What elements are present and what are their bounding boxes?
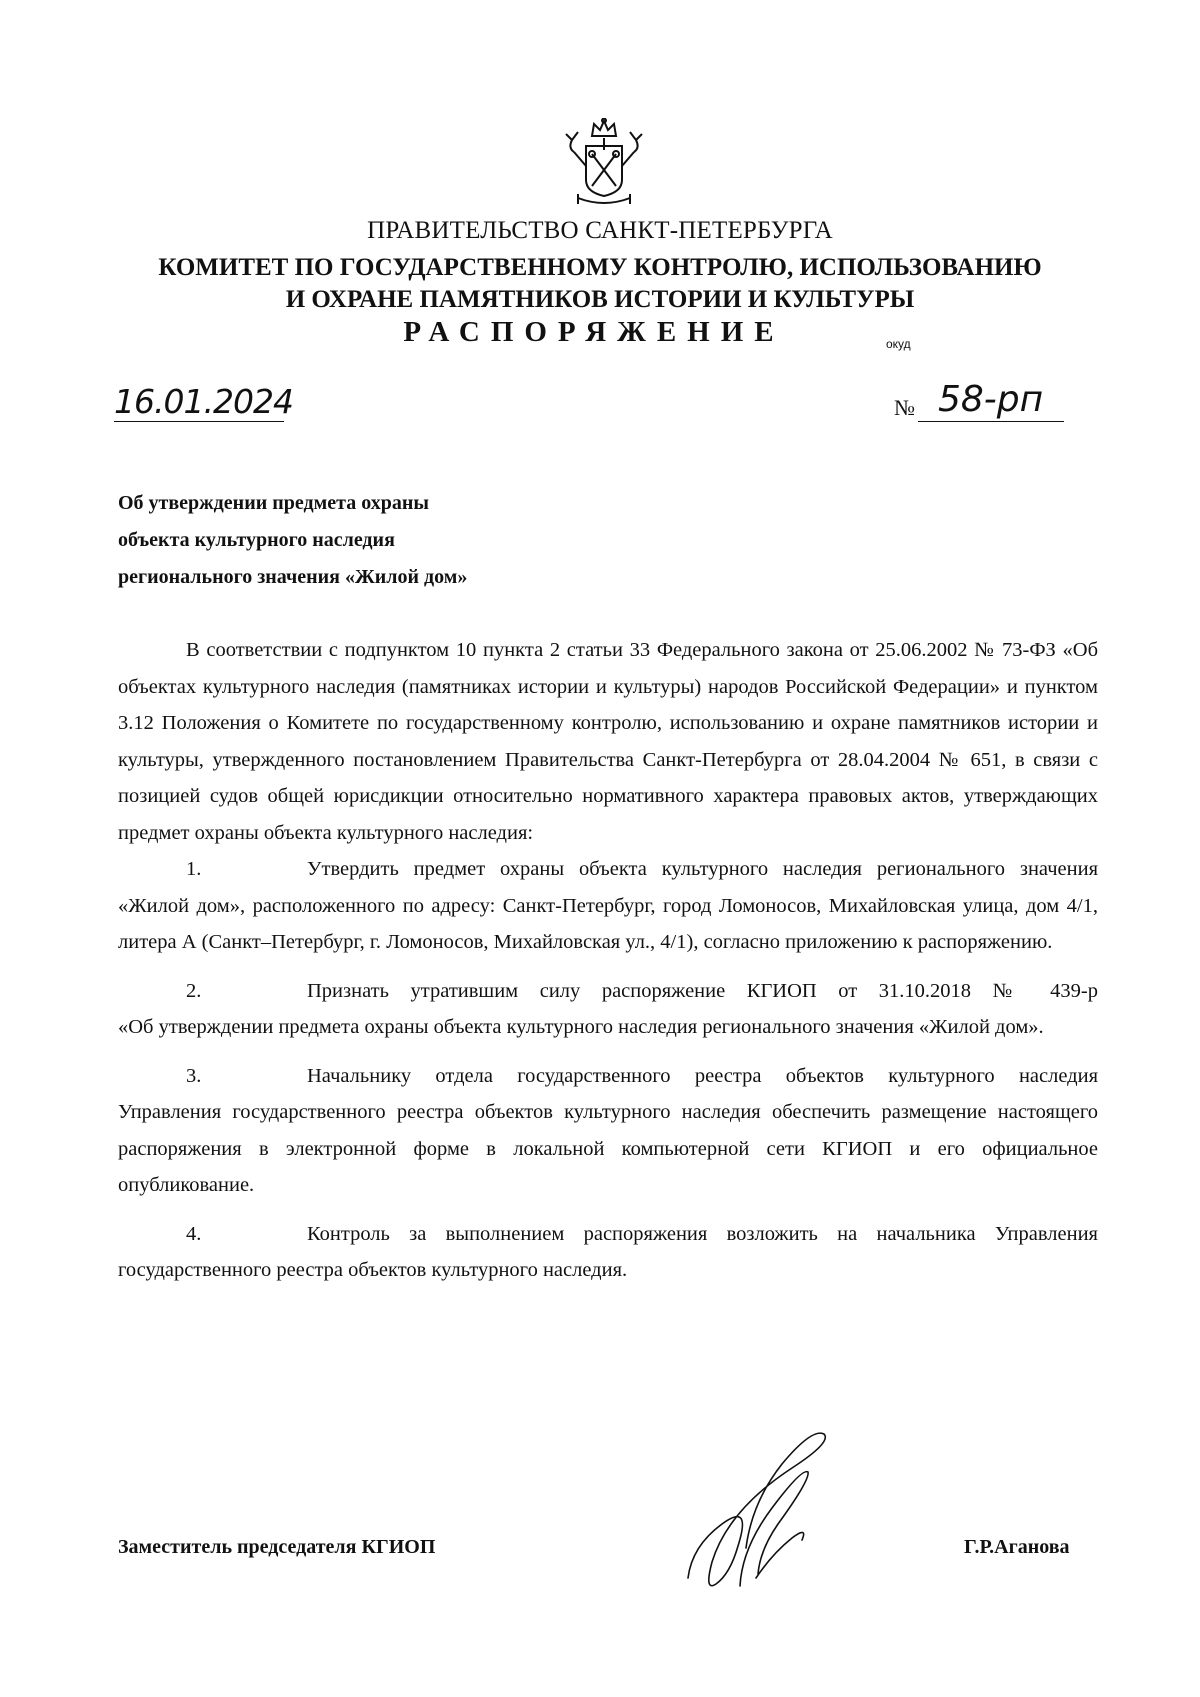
item-text: Управления государственного реестра объектов культурного наследия обеспечить размещение настоящего распоряжения в электронной форме в локальной компьютерной сети КГИОП и его официальное опубликование. — [118, 1101, 1098, 1196]
subject-line: Об утверждении предмета охраны — [118, 492, 429, 514]
item-first-line: Начальнику отдела государственного реестра объектов культурного наследия — [307, 1064, 1098, 1087]
committee-title-line2: И ОХРАНЕ ПАМЯТНИКОВ ИСТОРИИ И КУЛЬТУРЫ — [285, 286, 915, 313]
item-text: «Жилой дом», расположенного по адресу: Санкт-Петербург, город Ломоносов, Михайловская улица, дом 4/1, литера А (Санкт–Петербург, г. Ломоносов, Михайловская ул., 4/1), согласно приложению к распоряжению. — [118, 894, 1098, 953]
list-item — [118, 1058, 1098, 1204]
item-text: государственного реестра объектов культурного наследия. — [118, 1259, 628, 1281]
signatory-position: Заместитель председателя КГИОП — [118, 1536, 436, 1558]
signatory-name: Г.Р.Аганова — [964, 1536, 1070, 1558]
coat-of-arms-icon — [564, 118, 644, 210]
document-type: РАСПОРЯЖЕНИЕ — [403, 316, 785, 348]
handwritten-signature — [682, 1428, 882, 1598]
document-body — [118, 632, 1098, 1301]
date-underline — [114, 421, 284, 422]
item-first-line: Контроль за выполнением распоряжения возложить на начальника Управления — [307, 1222, 1098, 1245]
document-number: 58-рп — [938, 379, 1044, 420]
item-text: «Об утверждении предмета охраны объекта культурного наследия регионального значения «Жилой дом». — [118, 1016, 1044, 1038]
item-first-line: Утвердить предмет охраны объекта культурного наследия регионального значения — [307, 858, 1098, 880]
okud-label: окуд — [886, 337, 911, 351]
committee-title-line1: КОМИТЕТ ПО ГОСУДАРСТВЕННОМУ КОНТРОЛЮ, ИСПОЛЬЗОВАНИЮ — [158, 254, 1042, 281]
document-date: 16.01.2024 — [114, 382, 293, 421]
item-number: 1. — [186, 858, 202, 880]
item-first-line: Признать утратившим силу распоряжение КГИОП от 31.10.2018 № 439-р — [307, 979, 1098, 1002]
government-title: ПРАВИТЕЛЬСТВО САНКТ-ПЕТЕРБУРГА — [367, 217, 833, 244]
subject-line: регионального значения «Жилой дом» — [118, 566, 468, 588]
item-number: 4. — [186, 1222, 202, 1245]
list-item — [118, 1216, 1098, 1289]
preamble-paragraph: В соответствии с подпунктом 10 пункта 2 статьи 33 Федерального закона от 25.06.2002 № 73-ФЗ «Об объектах культурного наследия (памятниках истории и культуры) народов Российской Федерации» и пунктом 3.12 Положения о Комитете по государственному контролю, использованию и охране памятников истории и культуры, утвержденного постановлением Правительства Санкт-Петербурга от 28.04.2004 № 651, в связи с позицией судов общей юрисдикции относительно нормативного характера правовых актов, утверждающих предмет охраны объекта культурного наследия: — [118, 639, 1098, 844]
item-number: 2. — [186, 979, 202, 1002]
number-sign: № — [894, 395, 915, 420]
subject-line: объекта культурного наследия — [118, 529, 395, 551]
item-number: 3. — [186, 1064, 202, 1087]
number-underline — [918, 421, 1064, 422]
list-item — [118, 851, 1098, 961]
list-item — [118, 973, 1098, 1046]
document-subject — [118, 485, 467, 596]
